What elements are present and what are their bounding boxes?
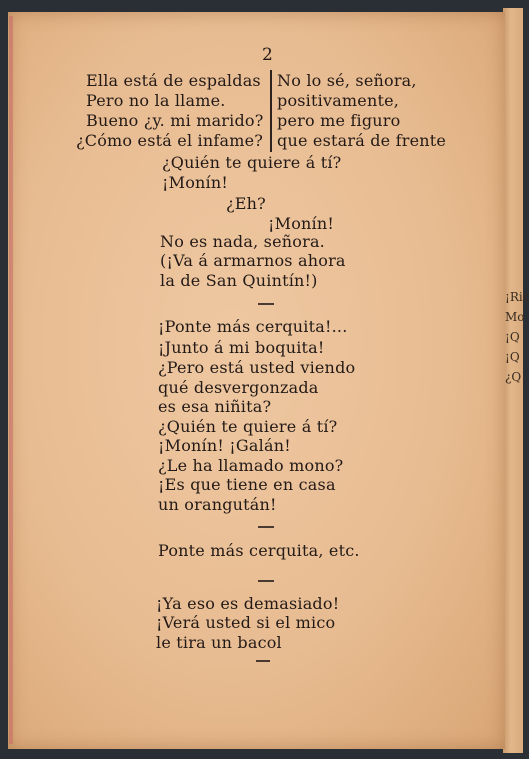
adjacent-page-fragment: ¡Ric [505,290,529,304]
adjacent-page-fragment: ¿Q [505,370,522,384]
left-column-line: Ella está de espaldas [86,71,261,90]
adjacent-page-fragment: ¡Q [505,330,520,344]
verse-line: qué desvergonzada [158,378,319,397]
verse-line: ¿Pero está usted viendo [158,358,356,377]
section-dash [258,526,274,528]
right-column-line: positivamente, [277,91,400,110]
verse-line: ¿Quién te quiere á tí? [162,153,342,172]
verse-line: un orangután! [158,495,277,514]
left-column-line: Pero no la llame. [86,91,226,110]
verse-line: ¡Ya eso es demasiado! [156,594,340,613]
verse-line: ¿Eh? [226,194,266,213]
column-divider [270,70,272,152]
section-dash [258,580,274,582]
verse-line: ¡Monín! [162,173,229,192]
left-column-line: ¿Cómo está el infame? [76,131,264,150]
verse-line: No es nada, señora. [160,232,325,251]
adjacent-page-fragment: Mo [505,310,525,324]
adjacent-page-edge [503,8,529,753]
section-dash [258,303,274,305]
verse-line: ¿Le ha llamado mono? [158,456,344,475]
verse-line: ¡Verá usted si el mico [156,613,336,632]
verse-line: (¡Va á armarnos ahora [160,251,346,270]
verse-line: ¡Ponte más cerquita!... [158,317,348,336]
verse-line: ¡Es que tiene en casa [158,475,336,494]
page-binding-edge [9,16,13,744]
verse-line: le tira un bacol [156,633,282,652]
verse-line: es esa niñita? [158,397,272,416]
page-number: 2 [262,45,273,65]
left-column-line: Bueno ¿y. mi marido? [86,111,264,130]
right-column-line: que estará de frente [277,131,447,150]
verse-line: la de San Quintín!) [160,271,318,290]
verse-line: ¡Monín! ¡Galán! [158,436,291,455]
refrain-line: Ponte más cerquita, etc. [158,541,360,560]
right-column-line: pero me figuro [277,111,401,130]
section-dash [256,660,270,662]
verse-line: ¿Quién te quiere á tí? [158,417,338,436]
right-column-line: No lo sé, señora, [277,71,417,90]
verse-line: ¡Junto á mi boquita! [158,338,325,357]
adjacent-page-fragment: ¡Q [505,350,520,364]
verse-line: ¡Monín! [268,214,335,233]
